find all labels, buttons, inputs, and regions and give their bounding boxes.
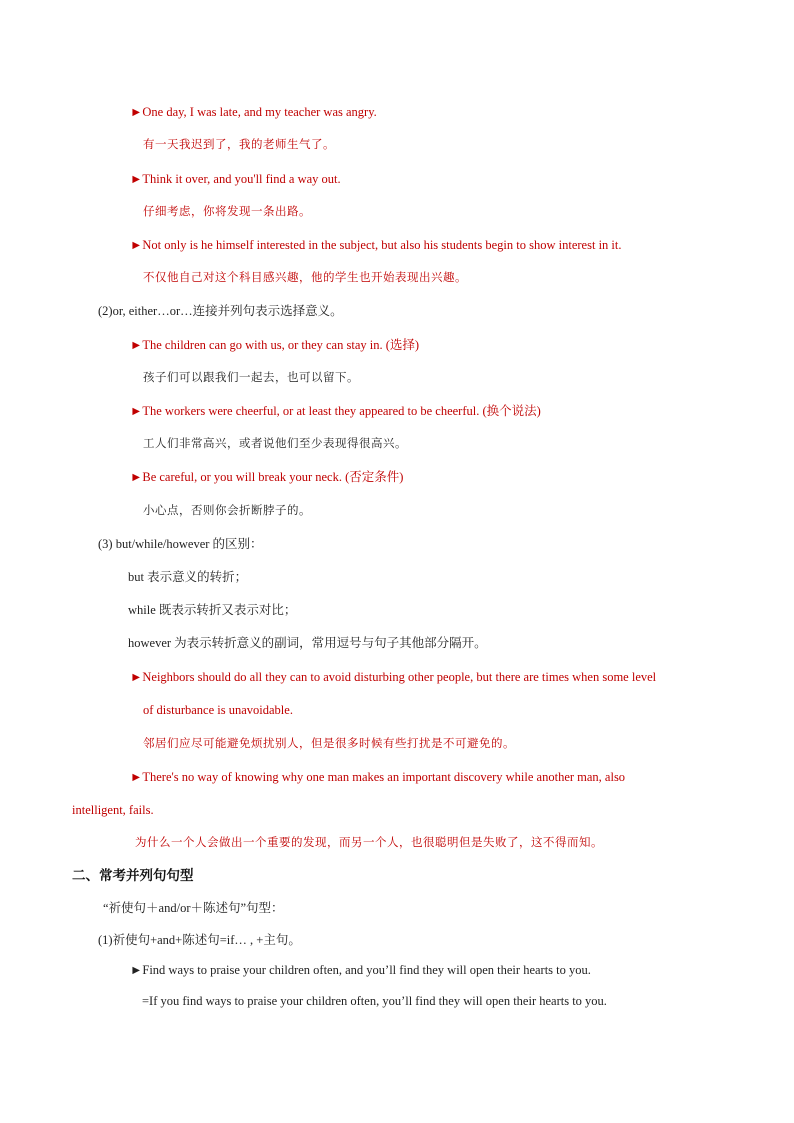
example-translation: 有一天我迟到了，我的老师生气了。: [143, 139, 335, 151]
example-sentence: [130, 171, 341, 187]
example-en: The workers were cheerful, or at least they appeared to be cheerful. (换个说法): [142, 404, 541, 418]
example-translation: 邻居们应尽可能避免烦扰别人，但是很多时候有些打扰是不可避免的。: [143, 738, 515, 750]
example-sentence: [130, 403, 541, 419]
triangle-bullet-icon: ►: [130, 238, 143, 252]
example-en: One day, I was late, and my teacher was angry.: [142, 105, 377, 119]
example-en: Not only is he himself interested in the subject, but also his students begin to show interest in it.: [142, 238, 622, 252]
example-sentence: [130, 104, 377, 120]
pattern-intro: “祈使句＋and/or＋陈述句”句型：: [103, 901, 284, 915]
triangle-bullet-icon: ►: [130, 470, 143, 484]
grammar-point-2: (2)or, either…or…连接并列句表示选择意义。: [98, 304, 343, 318]
note-however: however 为表示转折意义的副词，常用逗号与句子其他部分隔开。: [128, 636, 487, 650]
triangle-bullet-icon: ►: [130, 670, 143, 684]
example-translation: 小心点，否则你会折断脖子的。: [143, 505, 311, 517]
pattern-point-1: (1)祈使句+and+陈述句=if… , +主句。: [98, 933, 301, 947]
example-translation: 孩子们可以跟我们一起去，也可以留下。: [143, 372, 359, 384]
note-but: but 表示意义的转折；: [128, 570, 248, 584]
triangle-bullet-icon: ►: [130, 172, 143, 186]
example-en: Think it over, and you'll find a way out.: [142, 172, 341, 186]
example-sentence-continued: intelligent, fails.: [72, 803, 154, 817]
triangle-bullet-icon: ►: [130, 770, 143, 784]
triangle-bullet-icon: ►: [130, 338, 143, 352]
example-sentence: [130, 962, 591, 978]
grammar-point-3: (3) but/while/however 的区别：: [98, 537, 263, 551]
example-translation: 不仅他自己对这个科目感兴趣，他的学生也开始表现出兴趣。: [143, 272, 467, 284]
example-en: Find ways to praise your children often, and you’ll find they will open their hearts to you.: [142, 963, 591, 977]
example-en: Neighbors should do all they can to avoid disturbing other people, but there are times when some level: [142, 670, 657, 684]
example-sentence: [130, 769, 625, 785]
example-sentence: [130, 469, 403, 485]
section-heading: 二、常考并列句句型: [72, 868, 194, 883]
example-translation: 仔细考虑，你将发现一条出路。: [143, 206, 311, 218]
example-en: The children can go with us, or they can stay in. (选择): [142, 338, 420, 352]
example-sentence: [130, 237, 621, 253]
example-sentence: [130, 669, 656, 685]
example-en: There's no way of knowing why one man makes an important discovery while another man, also: [142, 770, 626, 784]
note-while: while 既表示转折又表示对比；: [128, 603, 297, 617]
example-sentence: [130, 337, 419, 353]
example-translation: 为什么一个人会做出一个重要的发现，而另一个人，也很聪明但是失败了，这不得而知。: [135, 837, 603, 849]
example-translation: 工人们非常高兴，或者说他们至少表现得很高兴。: [143, 438, 407, 450]
example-sentence-continued: of disturbance is unavoidable.: [143, 703, 293, 717]
triangle-bullet-icon: ►: [130, 963, 143, 977]
triangle-bullet-icon: ►: [130, 105, 143, 119]
example-equivalent: =If you find ways to praise your children often, you’ll find they will open their hearts to you.: [142, 994, 607, 1008]
triangle-bullet-icon: ►: [130, 404, 143, 418]
example-en: Be careful, or you will break your neck. (否定条件): [142, 470, 404, 484]
